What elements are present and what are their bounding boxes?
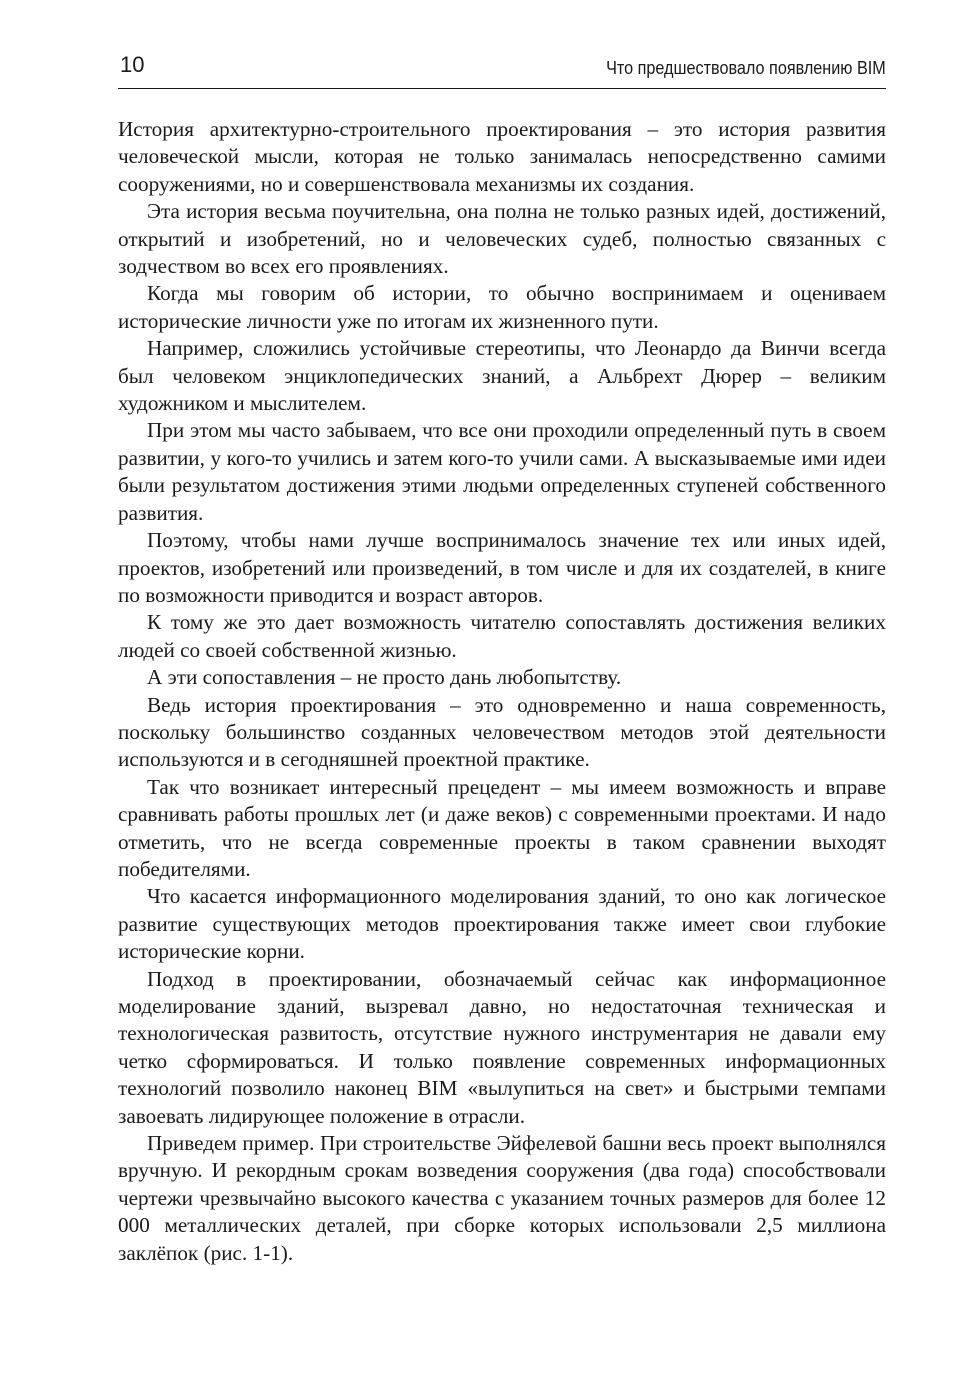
- paragraph-8: А эти сопоставления – не просто дань любопытству.: [147, 665, 622, 690]
- paragraph-5: При этом мы часто забываем, что все они проходили определенный путь в своем развитии, у кого-то учились и затем кого-то учили сами. А высказываемые ими идеи были результатом достижения этими людьми определенных ступеней собственного развития.: [118, 418, 886, 525]
- paragraph-7: К тому же это дает возможность читателю сопоставлять достижения великих людей со своей собственной жизнью.: [118, 610, 886, 662]
- paragraph-4: Например, сложились устойчивые стереотипы, что Леонардо да Винчи всегда был человеком энциклопедических знаний, а Альбрехт Дюрер – великим художником и мыслителем.: [118, 336, 886, 416]
- paragraph-11: Что касается информационного моделирования зданий, то оно как логическое развитие существующих методов проектирования также имеет свои глубокие исторические корни.: [118, 884, 886, 964]
- running-header: [118, 48, 886, 89]
- chapter-title: Что предшествовало появлению BIM: [606, 58, 886, 78]
- page-number: 10: [120, 52, 145, 77]
- paragraph-3: Когда мы говорим об истории, то обычно воспринимаем и оцениваем исторические личности уже по итогам их жизненного пути.: [118, 281, 886, 333]
- paragraph-13: Приведем пример. При строительстве Эйфелевой башни весь проект выполнялся вручную. И рекордным срокам возведения сооружения (два года) способствовали чертежи чрезвычайно высокого качества с указанием точных размеров для более 12 000 металлических деталей, при сборке которых использовали 2,5 миллиона заклёпок (рис. 1-1).: [118, 1131, 886, 1265]
- paragraph-6: Поэтому, чтобы нами лучше воспринималось значение тех или иных идей, проектов, изобретений или произведений, в том числе и для их создателей, в книге по возможности приводится и возраст авторов.: [118, 528, 886, 607]
- paragraph-2: Эта история весьма поучительна, она полна не только разных идей, достижений, открытий и изобретений, но и человеческих судеб, полностью связанных с зодчеством во всех его проявлениях.: [118, 199, 886, 279]
- paragraph-12: Подход в проектировании, обозначаемый сейчас как информационное моделирование зданий, вызревал давно, но недостаточная техническая и технологическая развитость, отсутствие нужного инструментария не давали ему четко сформироваться. И только появление современных информационных технологий позволило наконец BIM «вылупиться на свет» и быстрыми темпами завоевать лидирующее положение в отрасли.: [118, 966, 886, 1128]
- body-text: [118, 116, 886, 1267]
- paragraph-1: История архитектурно-строительного проектирования – это история развития человеческой мысли, которая не только занималась непосредственно самими сооружениями, но и совершенствовала механизмы их создания.: [118, 117, 886, 196]
- paragraph-9: Ведь история проектирования – это одновременно и наша современность, поскольку большинство созданных человечеством методов этой деятельности используются и в сегодняшней проектной практике.: [118, 692, 886, 772]
- paragraph-10: Так что возникает интересный прецедент – мы имеем возможность и вправе сравнивать работы прошлых лет (и даже веков) с современными проектами. И надо отметить, что не всегда современные проекты в таком сравнении выходят победителями.: [118, 774, 886, 881]
